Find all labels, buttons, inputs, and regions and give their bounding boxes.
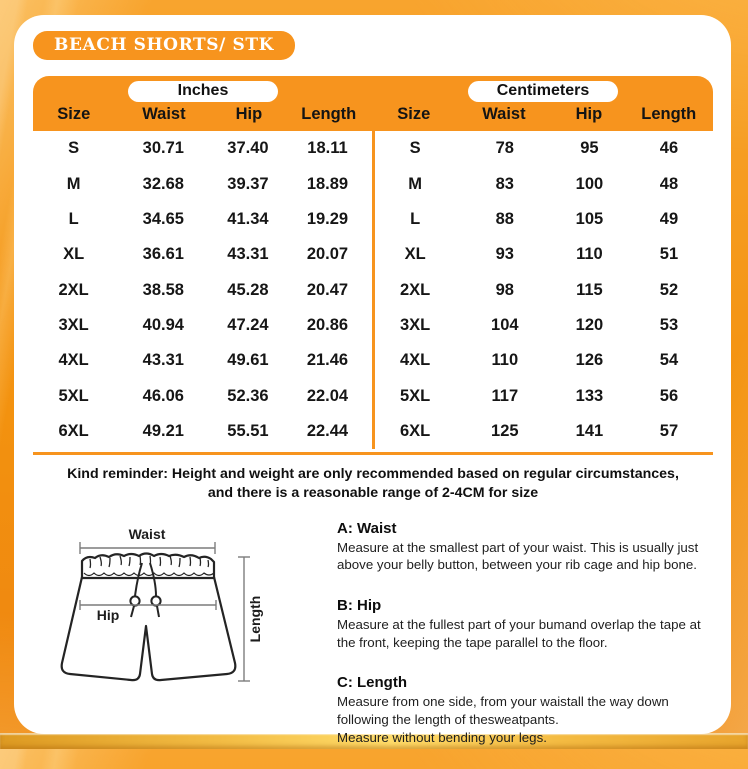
value-cell: 95 xyxy=(580,139,599,158)
length-instruction-title: C: Length xyxy=(337,674,407,692)
size-tables-header xyxy=(33,76,713,131)
value-cell: 37.40 xyxy=(227,139,269,158)
value-cell: 30.71 xyxy=(142,139,184,158)
value-cell: 120 xyxy=(575,315,604,334)
value-cell: 48 xyxy=(659,174,679,193)
centimeters-table-body xyxy=(375,131,714,449)
centimeters-header xyxy=(373,76,713,131)
value-cell: 40.94 xyxy=(142,315,184,334)
value-cell: 83 xyxy=(495,174,514,193)
value-cell: 100 xyxy=(575,174,604,193)
column-header-length: Length xyxy=(301,105,357,123)
value-cell: 49.61 xyxy=(227,351,269,370)
value-cell: 45.28 xyxy=(227,280,269,299)
horizontal-divider xyxy=(33,452,713,455)
value-cell: 57 xyxy=(659,421,679,440)
value-cell: 93 xyxy=(495,245,514,264)
value-cell: 18.11 xyxy=(307,139,348,158)
column-header-hip: Hip xyxy=(575,105,603,123)
waist-instruction xyxy=(337,520,713,574)
value-cell: 53 xyxy=(659,315,679,334)
value-cell: 39.37 xyxy=(227,174,269,193)
value-cell: 36.61 xyxy=(142,245,184,264)
value-cell: 49.21 xyxy=(142,421,184,440)
value-cell: 110 xyxy=(576,245,603,264)
value-cell: 18.89 xyxy=(306,174,349,193)
size-cell: 4XL xyxy=(399,351,431,370)
value-cell: 98 xyxy=(495,280,514,299)
value-cell: 21.46 xyxy=(306,351,349,370)
measuring-instructions xyxy=(333,515,713,769)
hip-instruction-title: B: Hip xyxy=(337,596,382,614)
measuring-guide-section xyxy=(33,515,713,769)
inches-table-body xyxy=(33,131,372,449)
kind-reminder-line1: Kind reminder: Height and weight are only recommended based on regular circumstances, xyxy=(67,466,679,483)
size-cell: L xyxy=(410,209,421,228)
value-cell: 20.86 xyxy=(306,315,349,334)
inches-unit-pill: Inches xyxy=(128,81,278,102)
waist-label: Waist xyxy=(128,525,166,542)
size-cell: 3XL xyxy=(58,315,89,334)
value-cell: 41.34 xyxy=(227,209,269,228)
size-cell: L xyxy=(68,209,79,228)
size-cell: M xyxy=(408,174,422,193)
size-cell: S xyxy=(68,139,80,158)
value-cell: 141 xyxy=(575,421,604,440)
column-header-hip: Hip xyxy=(235,105,263,123)
hip-instruction-body: Measure at the fullest part of your bumand overlap the tape at the front, keeping the tape parallel to the floor. xyxy=(337,616,701,650)
value-cell: 38.58 xyxy=(142,280,184,299)
size-tables xyxy=(33,76,713,455)
size-cell: 5XL xyxy=(399,386,431,405)
size-cell: S xyxy=(409,139,421,158)
shorts-diagram xyxy=(33,515,333,769)
value-cell: 20.07 xyxy=(306,245,349,264)
product-title-badge: BEACH SHORTS/ STK xyxy=(33,31,295,60)
size-tables-body xyxy=(33,131,713,449)
size-cell: 6XL xyxy=(399,421,431,440)
value-cell: 22.44 xyxy=(306,421,349,440)
value-cell: 54 xyxy=(659,351,679,370)
value-cell: 19.29 xyxy=(306,209,349,228)
value-cell: 20.47 xyxy=(306,280,349,299)
size-cell: 2XL xyxy=(58,280,89,299)
value-cell: 125 xyxy=(491,421,519,440)
size-cell: 3XL xyxy=(399,315,431,334)
column-header-waist: Waist xyxy=(482,105,526,123)
shorts-measurement-illustration xyxy=(51,515,319,727)
column-header-size: Size xyxy=(57,105,91,123)
value-cell: 55.51 xyxy=(227,421,269,440)
value-cell: 104 xyxy=(491,315,519,334)
value-cell: 32.68 xyxy=(142,174,184,193)
value-cell: 56 xyxy=(659,386,679,405)
waist-instruction-title: A: Waist xyxy=(337,519,397,537)
value-cell: 34.65 xyxy=(142,209,184,228)
value-cell: 88 xyxy=(495,209,514,228)
value-cell: 47.24 xyxy=(227,315,269,334)
value-cell: 49 xyxy=(659,209,679,228)
inches-header xyxy=(33,76,373,131)
size-cell: 4XL xyxy=(58,351,89,370)
value-cell: 46.06 xyxy=(142,386,184,405)
column-header-waist: Waist xyxy=(142,105,186,123)
size-cell: 5XL xyxy=(58,386,89,405)
kind-reminder-line2: and there is a reasonable range of 2-4CM for size xyxy=(207,484,539,501)
column-header-size: Size xyxy=(397,105,431,123)
value-cell: 110 xyxy=(491,351,519,370)
value-cell: 52.36 xyxy=(227,386,269,405)
value-cell: 52 xyxy=(659,280,679,299)
value-cell: 117 xyxy=(491,386,519,405)
value-cell: 78 xyxy=(495,139,514,158)
waist-instruction-body: Measure at the smallest part of your waist. This is usually just above your belly button, between your rib cage and hip bone. xyxy=(337,539,699,573)
value-cell: 51 xyxy=(659,245,679,264)
value-cell: 105 xyxy=(575,209,604,228)
kind-reminder xyxy=(33,465,713,502)
length-instruction xyxy=(337,674,713,746)
value-cell: 46 xyxy=(659,139,679,158)
length-instruction-body2: Measure without bending your legs. xyxy=(337,729,547,745)
value-cell: 43.31 xyxy=(142,351,184,370)
value-cell: 126 xyxy=(575,351,604,370)
value-cell: 115 xyxy=(576,280,603,299)
hip-instruction xyxy=(337,597,713,651)
hip-label: Hip xyxy=(96,606,120,623)
value-cell: 43.31 xyxy=(227,245,269,264)
centimeters-unit-pill: Centimeters xyxy=(468,81,618,102)
centimeters-column-headers xyxy=(373,105,713,124)
size-chart-card xyxy=(14,15,731,745)
value-cell: 22.04 xyxy=(306,386,349,405)
size-cell: 6XL xyxy=(58,421,89,440)
inches-column-headers xyxy=(33,105,373,124)
value-cell: 133 xyxy=(575,386,604,405)
size-cell: M xyxy=(66,174,81,193)
length-label: Length xyxy=(247,595,263,642)
size-cell: 2XL xyxy=(399,280,431,299)
size-cell: XL xyxy=(63,245,85,264)
length-instruction-body: Measure from one side, from your waistall the way down following the length of thesweatpants. xyxy=(337,694,669,727)
size-cell: XL xyxy=(404,245,426,264)
column-header-length: Length xyxy=(641,105,697,123)
